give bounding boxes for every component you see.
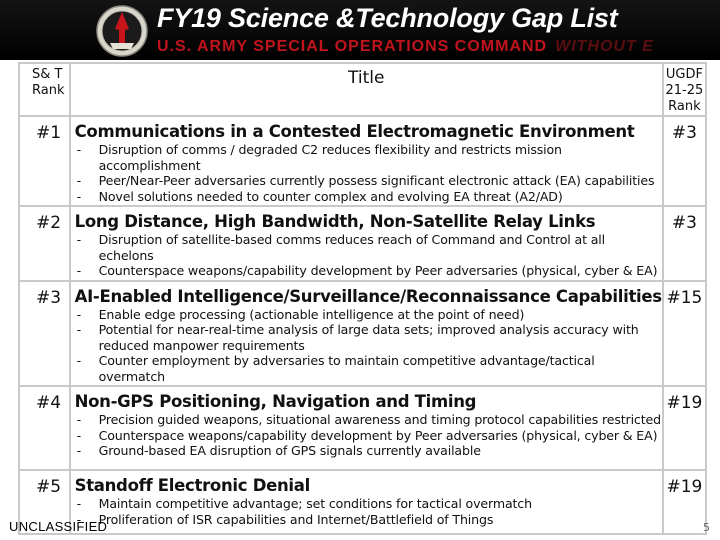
gap-bullet-list xyxy=(75,142,662,204)
ugdf-rank-cell: #19 xyxy=(663,470,706,534)
column-header-ugdf-rank: UGDF 21-25 Rank xyxy=(663,63,706,116)
slide-subtitle xyxy=(157,38,654,56)
gap-bullet-list xyxy=(75,307,662,385)
gap-bullet: - Disruption of satellite-based comms reduces reach of Command and Control at all echelons xyxy=(75,232,662,263)
gap-title: Standoff Electronic Denial xyxy=(74,476,310,495)
table-row xyxy=(19,386,706,470)
gap-title: Communications in a Contested Electromagnetic Environment xyxy=(74,122,635,141)
ugdf-rank-cell: #15 xyxy=(663,281,706,387)
page-number: 5 xyxy=(703,521,710,534)
gap-bullet: - Counterspace weapons/capability development by Peer adversaries (physical, cyber & EA) xyxy=(75,263,662,279)
gap-title: Non-GPS Positioning, Navigation and Timing xyxy=(74,392,477,411)
st-rank-cell: #4 xyxy=(19,386,70,470)
classification-marking: UNCLASSIFIED xyxy=(9,519,108,534)
table-row xyxy=(19,116,706,206)
gap-bullet-list xyxy=(75,496,662,527)
column-header-title: Title xyxy=(70,63,663,116)
gap-bullet: - Counterspace weapons/capability development by Peer adversaries (physical, cyber & EA) xyxy=(75,428,662,444)
gap-list-table xyxy=(18,62,707,535)
gap-cell xyxy=(70,281,663,387)
gap-bullet: - Counter employment by adversaries to maintain competitive advantage/tactical overmatch xyxy=(75,353,662,384)
gap-cell xyxy=(70,386,663,470)
table-row xyxy=(19,206,706,281)
table-header-row xyxy=(19,63,706,116)
gap-bullet: - Novel solutions needed to counter complex and evolving EA threat (A2/AD) xyxy=(75,189,662,205)
gap-bullet: - Proliferation of ISR capabilities and Internet/Battlefield of Things xyxy=(75,512,662,528)
st-rank-cell: #5 xyxy=(19,470,70,534)
table-row xyxy=(19,281,706,387)
st-rank-cell: #1 xyxy=(19,116,70,206)
slide-header xyxy=(0,0,720,60)
gap-bullet: - Peer/Near-Peer adversaries currently possess significant electronic attack (EA) capabilities xyxy=(75,173,662,189)
command-name: U.S. ARMY SPECIAL OPERATIONS COMMAND xyxy=(157,38,548,55)
subtitle-overflow-text: WITHOUT E xyxy=(555,38,654,55)
st-rank-cell: #2 xyxy=(19,206,70,281)
gap-bullet-list xyxy=(75,412,662,459)
column-header-st-rank: S& T Rank xyxy=(19,63,70,116)
gap-bullet: - Disruption of comms / degraded C2 reduces flexibility and restricts mission accomplishment xyxy=(75,142,662,173)
gap-bullet: - Enable edge processing (actionable intelligence at the point of need) xyxy=(75,307,662,323)
ugdf-rank-cell: #3 xyxy=(663,206,706,281)
usasoc-crest-icon xyxy=(96,3,148,59)
gap-cell xyxy=(70,116,663,206)
gap-title: AI-Enabled Intelligence/Surveillance/Reconnaissance Capabilities xyxy=(74,286,662,306)
st-rank-cell: #3 xyxy=(19,281,70,387)
table-row xyxy=(19,470,706,534)
gap-cell xyxy=(70,206,663,281)
slide-title: FY19 Science &Technology Gap List xyxy=(157,3,618,33)
gap-bullet: - Precision guided weapons, situational awareness and timing protocol capabilities restricted xyxy=(75,412,662,428)
gap-title: Long Distance, High Bandwidth, Non-Satellite Relay Links xyxy=(74,212,596,231)
gap-bullet: - Ground-based EA disruption of GPS signals currently available xyxy=(75,443,662,459)
ugdf-rank-cell: #3 xyxy=(663,116,706,206)
gap-rows xyxy=(19,116,706,534)
gap-cell xyxy=(70,470,663,534)
gap-bullet: - Maintain competitive advantage; set conditions for tactical overmatch xyxy=(75,496,662,512)
gap-bullet-list xyxy=(75,232,662,279)
gap-bullet: - Potential for near-real-time analysis of large data sets; improved analysis accuracy with reduced manpower requirements xyxy=(75,322,662,353)
ugdf-rank-cell: #19 xyxy=(663,386,706,470)
